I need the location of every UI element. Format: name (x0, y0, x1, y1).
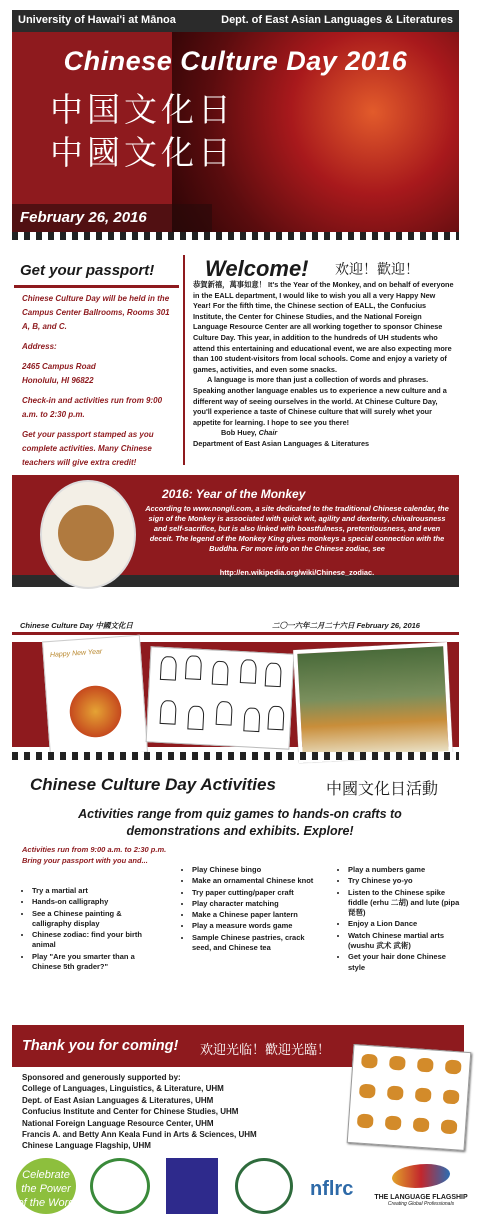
sponsor-item: Chinese Language Flagship, UHM (22, 1141, 151, 1151)
flagship-tagline: Creating Global Professionals (387, 1201, 455, 1207)
welcome-heading-cn: 欢迎！歡迎！ (335, 262, 419, 278)
welcome-para1: 恭賀新禧，萬事如意！ It's the Year of the Monkey, and on behalf of everyone in the EALL department, I would like to wish you all a very Happy New Year! For the fifth time, the Chinese section of EALL, the Confucius Institute, the Center for Chinese Studies, and the National Foreign Language Resource Center are all working together to sponsor Chinese Culture Day. This year, in addition to the hundreds of UH students who attend this entertaining and educational event, we are also expecting more than 100 student-visitors from local schools. Come and enjoy a variety of games, activities, and even some snacks. (193, 280, 454, 374)
nflrc-logo: nflrc (310, 1178, 354, 1200)
signer-title: Chair (258, 428, 278, 438)
pose-icon (359, 1084, 376, 1099)
activity-item: • Play a numbers game (348, 865, 464, 875)
welcome-heading: Welcome! (205, 256, 309, 281)
activities-column-1 (18, 886, 163, 973)
sponsor-item: College of Languages, Linguistics, & Literature, UHM (22, 1084, 224, 1094)
sponsor-item: National Foreign Language Resource Center, UHM (22, 1118, 214, 1128)
monkey-text: According to www.nongli.com, a site dedicated to the traditional Chinese calendar, the sign of the Monkey is associated with quick wit, agility and dexterity, chivalrousness and self-sacrifice, but is also linked with boastfulness, pretentiousness, and even deceit. The legend of the Monkey King gives monkeys a special connection with the Buddha. For more info on the Chinese zodiac, see (145, 504, 449, 553)
activities-heading: Chinese Culture Day Activities (30, 775, 276, 794)
figure-icon (265, 662, 282, 687)
activity-item: • See a Chinese painting & calligraphy display (32, 909, 163, 930)
flagship-swoosh-icon (392, 1164, 450, 1188)
hero-title: Chinese Culture Day 2016 (63, 46, 408, 76)
ccs-logo (166, 1158, 218, 1214)
figure-icon (267, 706, 284, 731)
zodiac-link[interactable]: http://en.wikipedia.org/wiki/Chinese_zodiac. (219, 568, 375, 577)
flagship-name: THE LANGUAGE FLAGSHIP (374, 1194, 468, 1201)
activity-item: • Make an ornamental Chinese knot (192, 876, 318, 886)
figure-icon (243, 707, 260, 732)
checker-divider (12, 232, 459, 240)
martial-arts-sketch (146, 646, 295, 749)
activity-item: • Try a martial art (32, 886, 163, 896)
pose-icon (385, 1115, 402, 1130)
pose-icon (387, 1085, 404, 1100)
activity-item: • Enjoy a Lion Dance (348, 919, 464, 929)
figure-icon (187, 705, 204, 730)
monkey-heading: 2016: Year of the Monkey (162, 487, 306, 501)
checker-divider-2 (12, 752, 459, 760)
activity-item: • Play Chinese bingo (192, 865, 318, 875)
tai-chi-chart (347, 1044, 472, 1151)
activities-heading-cn: 中國文化日活動 (326, 779, 439, 798)
top-bar (12, 10, 459, 32)
sponsors (22, 1072, 342, 1152)
sponsor-item: Francis A. and Betty Ann Keala Fund in Arts & Sciences, UHM (22, 1130, 257, 1140)
figure-icon (212, 661, 229, 686)
language-flagship-logo (372, 1158, 470, 1214)
address-label: Address: (22, 342, 57, 351)
pose-icon (357, 1113, 374, 1128)
passport-info (22, 292, 177, 476)
thanks-heading-cn: 欢迎光临！歡迎光臨！ (200, 1043, 331, 1058)
figure-icon (240, 659, 257, 684)
activity-item: • Try Chinese yo-yo (348, 876, 464, 886)
sponsor-item: Dept. of East Asian Languages & Literatures, UHM (22, 1095, 214, 1105)
activity-item: • Play a measure words game (192, 921, 318, 931)
power-of-the-word-logo: Celebrate the Power of the Word (16, 1158, 76, 1214)
sponsors-intro: Sponsored and generously supported by: (22, 1073, 181, 1082)
activity-item: • Watch Chinese martial arts (wushu 武术 武術) (348, 931, 464, 952)
event-date: February 26, 2016 (20, 209, 147, 226)
pose-icon (415, 1087, 432, 1102)
new-year-card-photo (42, 635, 148, 760)
address-line1: 2465 Campus Road (22, 362, 96, 371)
figure-icon (216, 701, 233, 726)
activity-item: • Make a Chinese paper lantern (192, 910, 318, 920)
monkey-icon (58, 505, 114, 561)
hero-title-traditional: 中國文化日 (50, 133, 235, 172)
activity-item: • Chinese zodiac: find your birth animal (32, 930, 163, 951)
uh-seal-logo (235, 1158, 293, 1214)
welcome-letter (193, 280, 455, 450)
activities-column-2 (178, 865, 318, 954)
signer-name: Bob Huey, (221, 428, 257, 438)
card-caption: Happy New Year (49, 648, 103, 660)
welcome-para2: A language is more than just a collection of words and phrases. Speaking another language enables us to experience a new culture and a different way of seeing ourselves in the world. At Chinese Culture Day, you'll experience a taste of Chinese culture that will surely whet your appetite for learning. I hope to see you there! (193, 375, 447, 427)
passport-location: Chinese Culture Day will be held in the Campus Center Ballrooms, Rooms 301 A, B, and C. (22, 294, 170, 331)
activity-item: • Play "Are you smarter than a Chinese 5th grader?" (32, 952, 163, 973)
lion-dancer-icon (66, 677, 125, 746)
university-name: University of Hawai'i at Mānoa (18, 14, 176, 26)
passport-stamp: Get your passport stamped as you complete activities. Many Chinese teachers will give extra credit! (22, 430, 154, 467)
pose-icon (417, 1058, 434, 1073)
pose-icon (445, 1059, 462, 1074)
checkin-time: Check-in and activities run from 9:00 a.m. to 2:30 p.m. (22, 396, 163, 419)
figure-icon (160, 656, 177, 681)
confucius-institute-logo (90, 1158, 150, 1214)
figure-icon (160, 700, 177, 725)
activities-intro: Activities run from 9:00 a.m. to 2:30 p.m. Bring your passport with you and... (22, 845, 167, 865)
activity-item: • Hands-on calligraphy (32, 897, 163, 907)
address-line2: Honolulu, HI 96822 (22, 376, 94, 385)
hero-title-simplified: 中国文化日 (50, 90, 235, 129)
pose-icon (413, 1117, 430, 1132)
pose-icon (443, 1089, 460, 1104)
date-band (12, 204, 212, 232)
figure-icon (185, 655, 202, 680)
signer-dept: Department of East Asian Languages & Literatures (193, 438, 370, 448)
hero-banner (12, 32, 459, 232)
pose-icon (361, 1054, 378, 1069)
activity-item: • Get your hair done Chinese style (348, 952, 464, 973)
column-divider (183, 255, 185, 465)
activities-subheading: Activities range from quiz games to hands-on crafts to demonstrations and exhibits. Explore! (78, 807, 402, 838)
activity-item: • Try paper cutting/paper craft (192, 888, 318, 898)
department-name: Dept. of East Asian Languages & Literatures (221, 14, 453, 26)
activities-column-3 (334, 865, 464, 974)
sponsor-item: Confucius Institute and Center for Chinese Studies, UHM (22, 1107, 239, 1117)
page2-date: 二〇一六年二月二十六日 February 26, 2016 (272, 621, 420, 630)
passport-heading: Get your passport! (20, 262, 155, 279)
activity-item: • Sample Chinese pastries, crack seed, and Chinese tea (192, 933, 318, 954)
pose-icon (389, 1056, 406, 1071)
lion-dance-photo (293, 642, 453, 763)
page2-title: Chinese Culture Day 中國文化日 (20, 621, 133, 630)
pose-icon (441, 1119, 458, 1134)
passport-rule (14, 285, 179, 288)
activity-item: • Listen to the Chinese spike fiddle (erhu 二胡) and lute (pipa 琵琶) (348, 888, 464, 919)
thanks-heading: Thank you for coming! (22, 1038, 179, 1054)
activity-item: • Play character matching (192, 899, 318, 909)
page2-rule (12, 632, 459, 635)
